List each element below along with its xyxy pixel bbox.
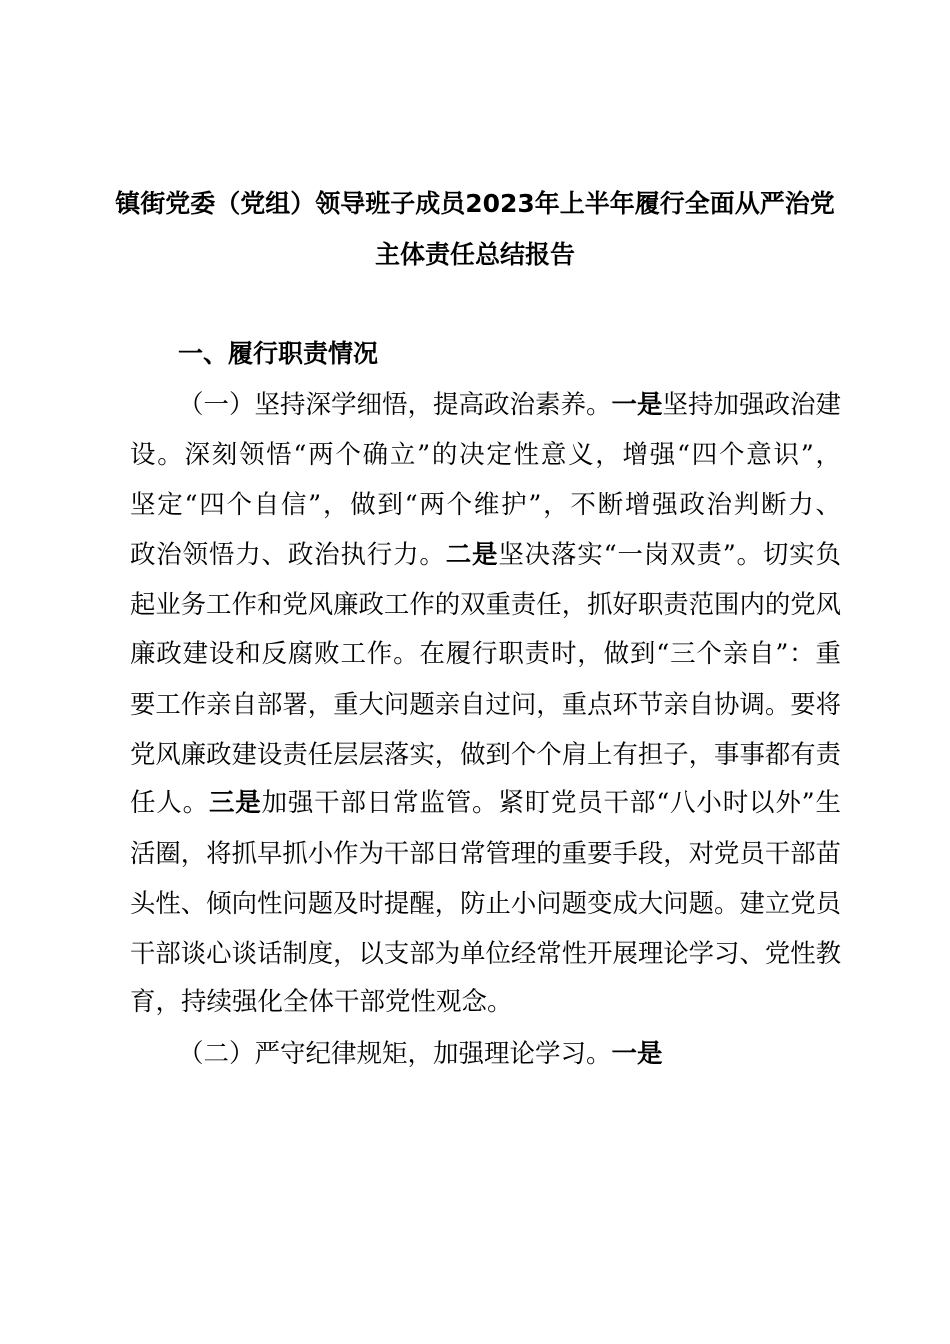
document-title-line-1: 镇街党委（党组）领导班子成员2023年上半年履行全面从严治党	[115, 189, 835, 218]
emphasis-san-shi: 三是	[208, 788, 262, 818]
emphasis-yi-shi: 一是	[611, 390, 663, 420]
emphasis-yi-shi-2: 一是	[611, 1039, 663, 1069]
document-page: 镇街党委（党组）领导班子成员2023年上半年履行全面从严治党 主体责任总结报告 一、履行职责情况 （一）坚持深学细悟，提高政治素养。一是坚持加强政治建 设。深刻领悟“两个确立”的决定性意义，增强“四个意识”， 坚定“四个自信”，做到“两个维护”，不断增强政治判断力、 政治领悟力、政治执行力。二是坚决落实“一岗双责”。切实负 起业务工作和党风廉政工作的双重责任，抓好职责范围内的党风 廉政建设和反腐败工作。在履行职责时，做到“三个亲自”：重 要工作亲自部署，重大问题亲自过问，重点环节亲自协调。要将 党风廉政建设责任层层落实，做到个个肩上有担子，事事都有责 任人。三是加强干部日常监管。紧盯党员干部“八小时以外”生 活圈，将抓早抓小作为干部日常管理的重要手段，对党员干部苗 头性、倾向性问题及时提醒，防止小问题变成大问题。建立党员 干部谈心谈话制度，以支部为单位经常性开展理论学习、党性教 育，持续强化全体干部党性观念。 （二）严守纪律规矩，加强理论学习。一是	[0, 0, 950, 1344]
emphasis-er-shi: 二是	[445, 540, 499, 570]
document-title-line-2: 主体责任总结报告	[374, 240, 575, 269]
section-heading-1: 一、履行职责情况	[178, 339, 379, 368]
